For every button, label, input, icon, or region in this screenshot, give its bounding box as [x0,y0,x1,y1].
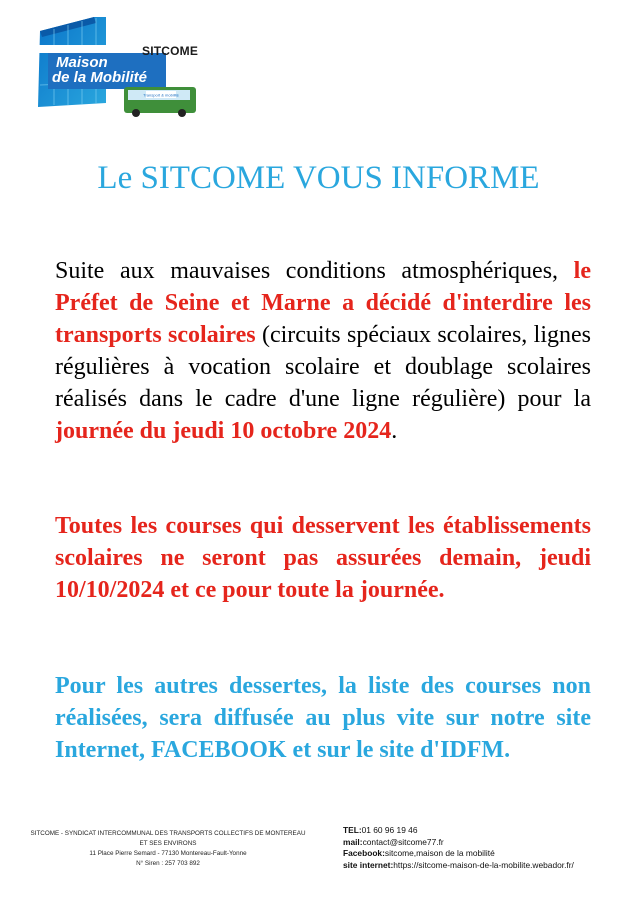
prefect-decision: le Préfet de Seine et Marne a décidé d'interdire les transports scolaires [55,258,591,348]
footer-contact [343,825,623,871]
tel-label: TEL: [343,825,362,835]
mail-label: mail: [343,836,363,847]
announcement-details: (circuits spéciaux scolaires, lignes régulières à vocation scolaire et doublage scolaires réalisés dans le cadre d'une ligne régulière) pour la [55,322,592,412]
footer-tel [343,825,623,837]
footer-facebook [343,848,623,860]
facebook-value: sitcome,maison de la mobilité [384,848,495,858]
page-title: Le SITCOME VOUS INFORME [97,160,540,196]
footer-siren: N° Siren : 257 703 892 [136,860,200,867]
facebook-label: Facebook: [343,848,385,858]
announcement-intro: Suite aux mauvaises conditions atmosphériques, [55,258,574,284]
other-services-notice: Pour les autres dessertes, la liste des courses non réalisées, sera diffusée au plus vite sur notre site Internet, FACEBOOK et sur le site d'IDFM. [55,673,591,763]
footer-address [28,829,308,869]
footer-org-name: SITCOME - SYNDICAT INTERCOMMUNAL DES TRANSPORTS COLLECTIFS DE MONTEREAU [30,830,306,837]
maison-mobilite-logo [34,17,198,119]
footer-mail [343,837,623,849]
footer-street-address: 11 Place Pierre Semard - 77130 Montereau-Fault-Yonne [89,850,247,857]
announcement-end: . [391,418,398,444]
logo-name-line1: Maison [56,54,108,71]
cancellation-notice: Toutes les courses qui desservent les établissements scolaires ne seront pas assurées demain, jeudi 10/10/2024 et ce pour toute la journée. [55,513,591,603]
logo-brand: SITCOME [142,44,199,58]
mail-link[interactable]: contact@sitcome77.fr [362,836,444,847]
affected-date: journée du jeudi 10 octobre 2024 [55,418,392,444]
bus-banner-text: Transport & mobilité [143,92,179,98]
announcement-paragraph [55,255,591,447]
logo-name-line2: de la Mobilité [52,69,148,86]
tel-value: 01 60 96 19 46 [361,825,418,835]
site-label: site internet: [343,859,394,870]
footer-website [343,860,623,872]
footer-org-name-cont: ET SES ENVIRONS [139,840,197,847]
website-link[interactable]: https://sitcome-maison-de-la-mobilite.webador.fr/ [393,859,574,870]
